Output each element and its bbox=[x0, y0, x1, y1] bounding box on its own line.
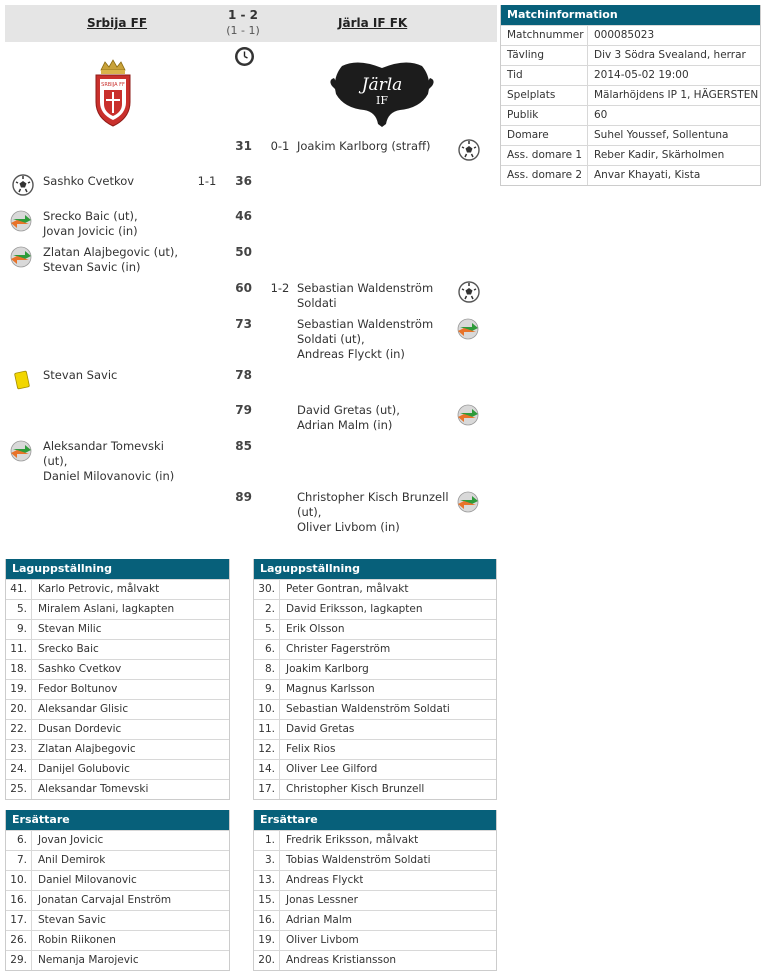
table-row bbox=[254, 910, 496, 930]
match-info-table bbox=[500, 5, 761, 186]
player-name: Christer Fagerström bbox=[286, 643, 391, 655]
player-number: 11. bbox=[254, 720, 280, 739]
player-number: 20. bbox=[254, 951, 280, 970]
player-name: Christopher Kisch Brunzell bbox=[286, 783, 425, 795]
info-row bbox=[501, 105, 760, 125]
info-value: Anvar Khayati, Kista bbox=[594, 169, 701, 181]
event-minute: 73 bbox=[235, 317, 252, 331]
info-value: Reber Kadir, Skärholmen bbox=[594, 149, 725, 161]
table-row bbox=[254, 930, 496, 950]
info-value: Suhel Youssef, Sollentuna bbox=[594, 129, 729, 141]
player-number: 41. bbox=[6, 580, 32, 599]
event-line: Adrian Malm (in) bbox=[297, 418, 393, 432]
info-label: Tävling bbox=[501, 46, 588, 65]
player-name: Felix Rios bbox=[286, 743, 336, 755]
table-row bbox=[6, 619, 229, 639]
table-row bbox=[254, 619, 496, 639]
table-row bbox=[6, 910, 229, 930]
table-row bbox=[254, 659, 496, 679]
info-label: Matchnummer bbox=[501, 26, 588, 45]
table-row bbox=[6, 950, 229, 970]
player-number: 20. bbox=[6, 700, 32, 719]
table-row bbox=[254, 870, 496, 890]
soccer-ball-icon bbox=[458, 281, 480, 303]
info-row bbox=[501, 125, 760, 145]
player-number: 17. bbox=[6, 911, 32, 930]
player-number: 29. bbox=[6, 951, 32, 970]
player-name: Fedor Boltunov bbox=[38, 683, 118, 695]
player-name: Erik Olsson bbox=[286, 623, 345, 635]
player-number: 16. bbox=[6, 891, 32, 910]
table-row bbox=[254, 679, 496, 699]
player-name: Danijel Golubovic bbox=[38, 763, 130, 775]
player-number: 19. bbox=[254, 931, 280, 950]
player-name: Jonas Lessner bbox=[286, 894, 358, 906]
player-number: 16. bbox=[254, 911, 280, 930]
event-line: Oliver Livbom (in) bbox=[297, 520, 400, 534]
substitution-icon bbox=[457, 491, 479, 513]
event-score: 0-1 bbox=[270, 139, 290, 153]
event-player bbox=[297, 490, 449, 535]
event-line: Soldati bbox=[297, 296, 337, 310]
player-number: 2. bbox=[254, 600, 280, 619]
player-number: 1. bbox=[254, 831, 280, 850]
info-row bbox=[501, 165, 760, 185]
event-line: Sebastian Waldenström bbox=[297, 317, 434, 331]
clock-icon bbox=[234, 46, 255, 67]
info-value: Mälarhöjdens IP 1, HÄGERSTEN bbox=[594, 89, 759, 101]
player-name: Dusan Dordevic bbox=[38, 723, 122, 735]
away-crest-lettering-2: IF bbox=[376, 94, 388, 107]
player-number: 6. bbox=[254, 640, 280, 659]
player-name: Magnus Karlsson bbox=[286, 683, 375, 695]
event-player bbox=[297, 281, 433, 311]
away-team-link[interactable]: Järla IF FK bbox=[338, 16, 408, 30]
player-number: 26. bbox=[6, 931, 32, 950]
player-number: 7. bbox=[6, 851, 32, 870]
player-name: Karlo Petrovic, målvakt bbox=[38, 583, 160, 595]
player-name: Peter Gontran, målvakt bbox=[286, 583, 409, 595]
home-team-crest bbox=[93, 58, 133, 128]
event-player bbox=[43, 245, 178, 275]
player-number: 5. bbox=[254, 620, 280, 639]
substitution-icon bbox=[457, 404, 479, 426]
player-name: Aleksandar Tomevski bbox=[38, 783, 149, 795]
table-row bbox=[6, 639, 229, 659]
player-number: 22. bbox=[6, 720, 32, 739]
player-name: Oliver Livbom bbox=[286, 934, 359, 946]
table-row bbox=[6, 759, 229, 779]
table-row bbox=[254, 699, 496, 719]
player-name: Srecko Baic bbox=[38, 643, 99, 655]
away-lineup-table bbox=[253, 559, 497, 800]
event-score: 1-2 bbox=[270, 281, 290, 295]
event-line: Soldati (ut), bbox=[297, 332, 365, 346]
player-number: 14. bbox=[254, 760, 280, 779]
table-header: Laguppställning bbox=[6, 559, 229, 579]
event-line: Aleksandar Tomevski bbox=[43, 439, 164, 453]
player-number: 18. bbox=[6, 660, 32, 679]
substitution-icon bbox=[10, 210, 32, 232]
player-number: 30. bbox=[254, 580, 280, 599]
table-row bbox=[6, 579, 229, 599]
match-header bbox=[5, 5, 497, 42]
info-label: Ass. domare 2 bbox=[501, 166, 588, 185]
table-row bbox=[6, 850, 229, 870]
player-name: David Gretas bbox=[286, 723, 355, 735]
away-substitutes-table bbox=[253, 810, 497, 971]
player-name: Aleksandar Glisic bbox=[38, 703, 129, 715]
player-number: 12. bbox=[254, 740, 280, 759]
event-line: Srecko Baic (ut), bbox=[43, 209, 138, 223]
halftime-score: (1 - 1) bbox=[226, 24, 260, 37]
player-name: Jovan Jovicic bbox=[38, 834, 104, 846]
player-name: Fredrik Eriksson, målvakt bbox=[286, 834, 419, 846]
info-row bbox=[501, 25, 760, 45]
info-row bbox=[501, 65, 760, 85]
soccer-ball-icon bbox=[12, 174, 34, 196]
player-number: 17. bbox=[254, 780, 280, 799]
player-number: 10. bbox=[254, 700, 280, 719]
table-row bbox=[254, 890, 496, 910]
player-name: Joakim Karlborg bbox=[286, 663, 369, 675]
table-row bbox=[6, 679, 229, 699]
table-row bbox=[254, 599, 496, 619]
table-row bbox=[254, 850, 496, 870]
player-name: Andreas Kristiansson bbox=[286, 954, 397, 966]
table-row bbox=[6, 870, 229, 890]
table-row bbox=[6, 830, 229, 850]
player-name: Oliver Lee Gilford bbox=[286, 763, 378, 775]
player-name: Sebastian Waldenström Soldati bbox=[286, 703, 450, 715]
player-number: 6. bbox=[6, 831, 32, 850]
player-name: Stevan Milic bbox=[38, 623, 102, 635]
event-player bbox=[43, 368, 117, 383]
event-line: Christopher Kisch Brunzell bbox=[297, 490, 449, 504]
table-row bbox=[6, 659, 229, 679]
info-label: Domare bbox=[501, 126, 588, 145]
info-label: Publik bbox=[501, 106, 588, 125]
event-player bbox=[297, 403, 400, 433]
event-line: Stevan Savic (in) bbox=[43, 260, 141, 274]
info-label: Tid bbox=[501, 66, 588, 85]
info-value: 60 bbox=[594, 109, 608, 121]
event-line: (ut), bbox=[297, 505, 322, 519]
event-line: Joakim Karlborg (straff) bbox=[297, 139, 431, 153]
event-line: Andreas Flyckt (in) bbox=[297, 347, 405, 361]
player-name: Daniel Milovanovic bbox=[38, 874, 137, 886]
event-line: (ut), bbox=[43, 454, 68, 468]
table-header: Laguppställning bbox=[254, 559, 496, 579]
player-name: Tobias Waldenström Soldati bbox=[286, 854, 431, 866]
player-number: 5. bbox=[6, 600, 32, 619]
away-crest-lettering: Järla bbox=[361, 75, 403, 95]
player-name: Zlatan Alajbegovic bbox=[38, 743, 136, 755]
info-value: 2014-05-02 19:00 bbox=[594, 69, 689, 81]
player-number: 25. bbox=[6, 780, 32, 799]
home-team-link[interactable]: Srbija FF bbox=[87, 16, 148, 30]
event-minute: 31 bbox=[235, 139, 252, 153]
event-player bbox=[43, 209, 138, 239]
info-label: Spelplats bbox=[501, 86, 588, 105]
table-header: Ersättare bbox=[6, 810, 229, 830]
event-player bbox=[43, 439, 174, 484]
info-row bbox=[501, 145, 760, 165]
table-header: Ersättare bbox=[254, 810, 496, 830]
info-row bbox=[501, 85, 760, 105]
info-label: Ass. domare 1 bbox=[501, 146, 588, 165]
table-row bbox=[254, 639, 496, 659]
table-row bbox=[6, 739, 229, 759]
event-line: Sebastian Waldenström bbox=[297, 281, 434, 295]
substitution-icon bbox=[10, 440, 32, 462]
player-number: 24. bbox=[6, 760, 32, 779]
event-line: Stevan Savic bbox=[43, 368, 118, 382]
table-row bbox=[6, 930, 229, 950]
player-number: 15. bbox=[254, 891, 280, 910]
player-name: Anil Demirok bbox=[38, 854, 106, 866]
player-number: 8. bbox=[254, 660, 280, 679]
player-name: Miralem Aslani, lagkapten bbox=[38, 603, 175, 615]
table-row bbox=[254, 579, 496, 599]
info-value: Div 3 Södra Svealand, herrar bbox=[594, 49, 746, 61]
info-row bbox=[501, 45, 760, 65]
soccer-ball-icon bbox=[458, 139, 480, 161]
player-name: Andreas Flyckt bbox=[286, 874, 364, 886]
event-minute: 60 bbox=[235, 281, 252, 295]
event-line: David Gretas (ut), bbox=[297, 403, 400, 417]
table-row bbox=[6, 719, 229, 739]
event-line: Jovan Jovicic (in) bbox=[43, 224, 138, 238]
player-name: Robin Riikonen bbox=[38, 934, 116, 946]
player-number: 9. bbox=[6, 620, 32, 639]
away-team-crest bbox=[328, 58, 436, 128]
table-row bbox=[6, 699, 229, 719]
table-row bbox=[6, 890, 229, 910]
table-row bbox=[254, 830, 496, 850]
player-name: Jonatan Carvajal Enström bbox=[38, 894, 172, 906]
event-minute: 78 bbox=[235, 368, 252, 382]
event-player bbox=[297, 317, 433, 362]
player-name: David Eriksson, lagkapten bbox=[286, 603, 423, 615]
home-lineup-table bbox=[5, 559, 230, 800]
player-number: 11. bbox=[6, 640, 32, 659]
player-number: 10. bbox=[6, 871, 32, 890]
event-line: Sashko Cvetkov bbox=[43, 174, 135, 188]
table-row bbox=[254, 759, 496, 779]
home-substitutes-table bbox=[5, 810, 230, 971]
event-minute: 46 bbox=[235, 209, 252, 223]
player-name: Sashko Cvetkov bbox=[38, 663, 122, 675]
player-number: 19. bbox=[6, 680, 32, 699]
final-score: 1 - 2 bbox=[227, 8, 259, 22]
event-minute: 79 bbox=[235, 403, 252, 417]
event-score: 1-1 bbox=[197, 174, 217, 188]
table-row bbox=[6, 779, 229, 799]
player-number: 9. bbox=[254, 680, 280, 699]
player-number: 13. bbox=[254, 871, 280, 890]
player-name: Nemanja Marojevic bbox=[38, 954, 139, 966]
info-value: 000085023 bbox=[594, 29, 655, 41]
table-row bbox=[6, 599, 229, 619]
event-line: Zlatan Alajbegovic (ut), bbox=[43, 245, 179, 259]
table-row bbox=[254, 779, 496, 799]
player-name: Adrian Malm bbox=[286, 914, 352, 926]
substitution-icon bbox=[10, 246, 32, 268]
yellow-card-icon bbox=[11, 369, 33, 391]
event-minute: 36 bbox=[235, 174, 252, 188]
table-row bbox=[254, 719, 496, 739]
table-header: Matchinformation bbox=[501, 5, 760, 25]
event-player bbox=[297, 139, 431, 154]
table-row bbox=[254, 950, 496, 970]
player-name: Stevan Savic bbox=[38, 914, 106, 926]
event-minute: 50 bbox=[235, 245, 252, 259]
table-row bbox=[254, 739, 496, 759]
substitution-icon bbox=[457, 318, 479, 340]
player-number: 23. bbox=[6, 740, 32, 759]
player-number: 3. bbox=[254, 851, 280, 870]
event-minute: 89 bbox=[235, 490, 252, 504]
event-player bbox=[43, 174, 134, 189]
event-line: Daniel Milovanovic (in) bbox=[43, 469, 175, 483]
home-crest-lettering: SRBIJA FF bbox=[101, 82, 125, 88]
event-minute: 85 bbox=[235, 439, 252, 453]
